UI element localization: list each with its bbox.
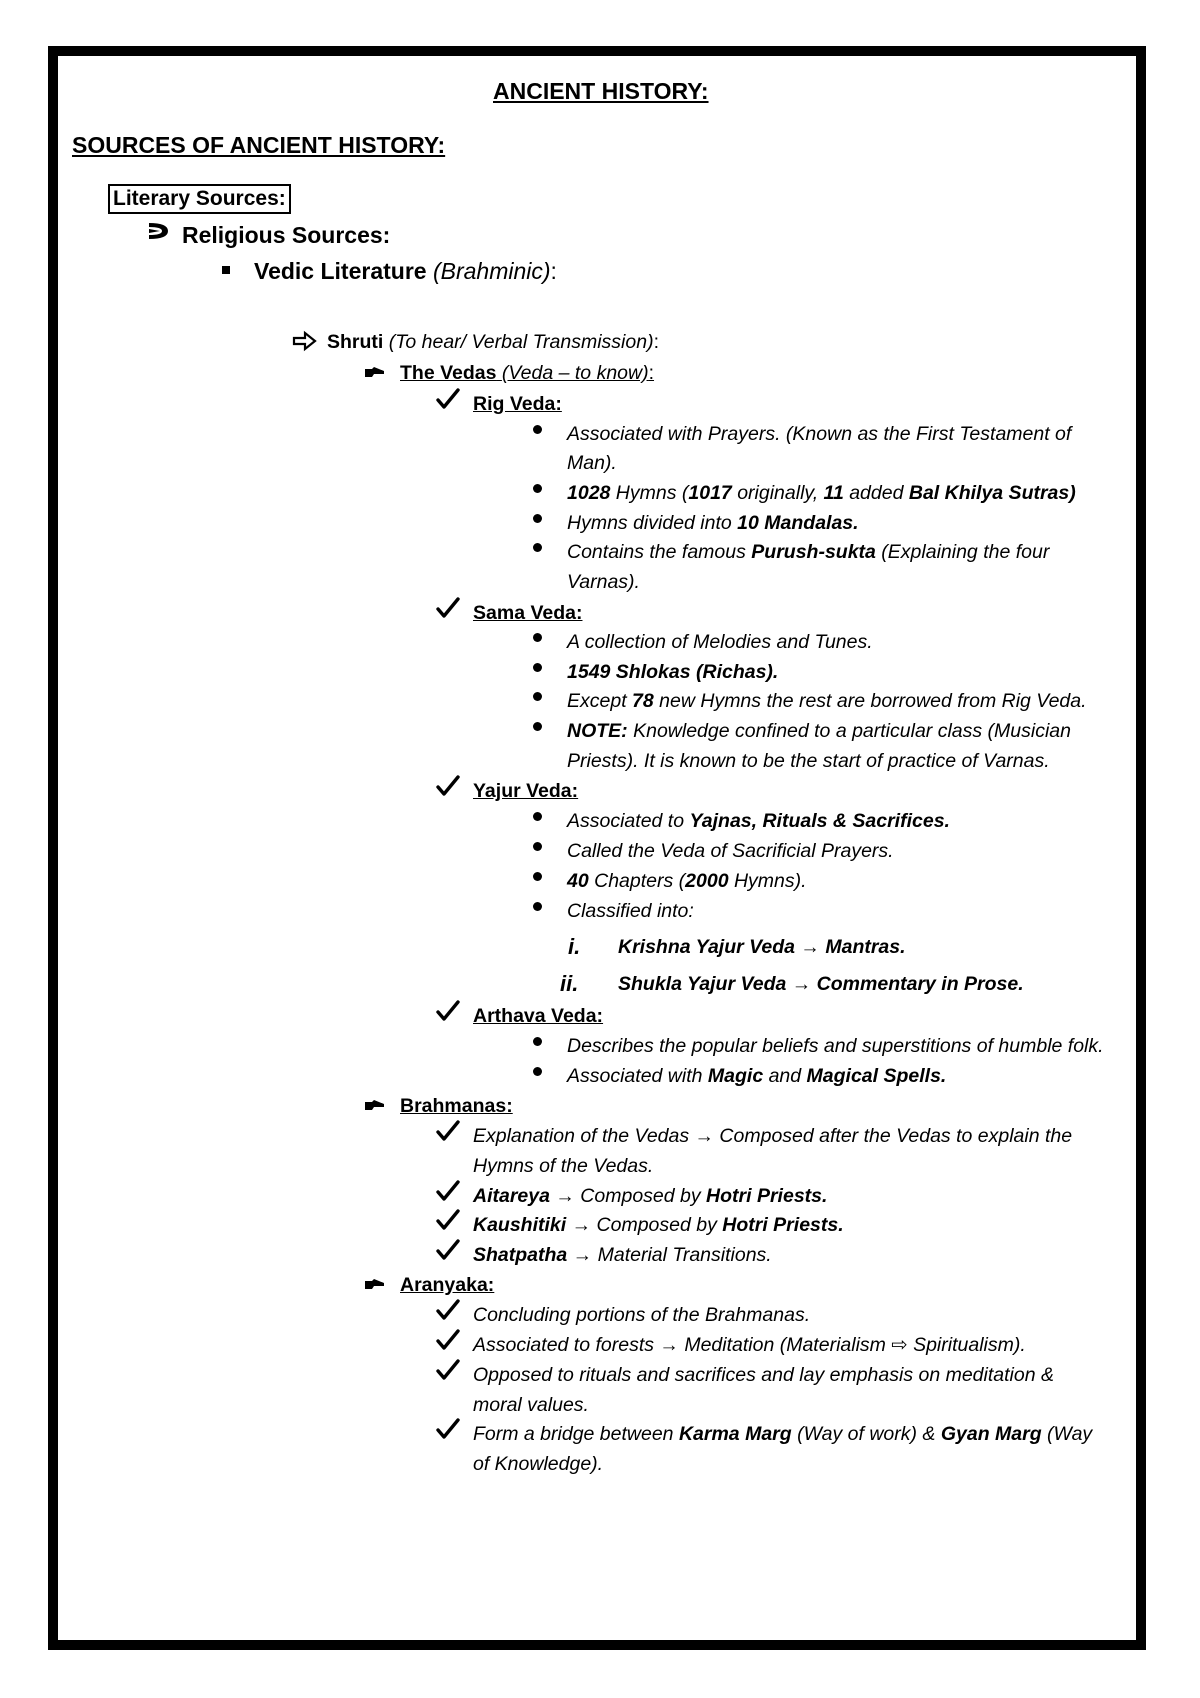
sama-point-2: 1549 Shlokas (Richas). bbox=[567, 661, 779, 683]
brahmanas-point-3 bbox=[473, 1214, 844, 1236]
bullet-dot-icon bbox=[533, 872, 542, 881]
yajur-point-4: Classified into: bbox=[567, 900, 694, 922]
rig-added-count: 11 bbox=[823, 482, 844, 504]
shatpatha: Shatpatha bbox=[473, 1244, 568, 1266]
literary-sources-box: Literary Sources: bbox=[108, 184, 291, 214]
arrow-bullet-icon bbox=[146, 220, 172, 242]
sama-point-4 bbox=[567, 720, 1071, 742]
sama-new-hymns: 78 bbox=[632, 690, 654, 712]
check-icon bbox=[436, 1000, 460, 1022]
yajur-point-3 bbox=[567, 870, 807, 892]
sama-point-4-cont: Priests). It is known to be the start of practice of Varnas. bbox=[567, 750, 1050, 772]
vedic-paren: (Brahminic) bbox=[432, 258, 551, 284]
pointing-hand-icon bbox=[364, 366, 386, 378]
arthava-spells: Magical Spells. bbox=[806, 1065, 947, 1087]
sama-text: Except bbox=[567, 690, 633, 712]
check-icon bbox=[436, 1329, 460, 1351]
rig-point-3 bbox=[567, 512, 859, 534]
arthava-magic: Magic bbox=[707, 1065, 764, 1087]
rig-text: Hymns ( bbox=[610, 482, 689, 504]
aranyaka-point-2: Associated to forests → Meditation (Materialism ⇨ Spiritualism). bbox=[473, 1334, 1026, 1356]
bullet-dot-icon bbox=[533, 633, 542, 642]
shukla-yajur-veda: Shukla Yajur Veda → Commentary in Prose. bbox=[618, 973, 1024, 995]
aranyaka-text: Form a bridge between bbox=[473, 1423, 679, 1445]
check-icon bbox=[436, 1299, 460, 1321]
bullet-dot-icon bbox=[533, 514, 542, 523]
rig-bal-khilya: Bal Khilya Sutras) bbox=[908, 482, 1076, 504]
bullet-dot-icon bbox=[533, 692, 542, 701]
bullet-dot-icon bbox=[533, 1037, 542, 1046]
brahmanas-heading: Brahmanas: bbox=[400, 1095, 513, 1117]
bullet-dot-icon bbox=[533, 543, 542, 552]
square-bullet-icon bbox=[222, 266, 230, 274]
arthava-point-1: Describes the popular beliefs and superstitions of humble folk. bbox=[567, 1035, 1104, 1057]
rig-point-1: Associated with Prayers. (Known as the First Testament of bbox=[567, 423, 1072, 445]
shruti-heading bbox=[327, 331, 659, 353]
rig-purush-sukta: Purush-sukta bbox=[751, 541, 876, 563]
aranyaka-point-4-cont: of Knowledge). bbox=[473, 1453, 604, 1475]
check-icon bbox=[436, 597, 460, 619]
vedas-name: The Vedas bbox=[400, 362, 497, 384]
rig-text: Contains the famous bbox=[567, 541, 752, 563]
rig-original-count: 1017 bbox=[688, 482, 732, 504]
rig-point-1-cont: Man). bbox=[567, 452, 617, 474]
rig-point-4 bbox=[567, 541, 1049, 563]
arthava-veda-heading: Arthava Veda: bbox=[473, 1005, 604, 1027]
sama-point-3 bbox=[567, 690, 1087, 712]
pointing-hand-icon bbox=[364, 1099, 386, 1111]
arthava-text: and bbox=[763, 1065, 807, 1087]
aitareya: Aitareya → bbox=[473, 1185, 575, 1207]
aranyaka-heading: Aranyaka: bbox=[400, 1274, 495, 1296]
yajur-point-2: Called the Veda of Sacrificial Prayers. bbox=[567, 840, 894, 862]
yajur-point-1 bbox=[567, 810, 950, 832]
roman-numeral-ii: ii. bbox=[560, 971, 579, 996]
check-icon bbox=[436, 1209, 460, 1231]
bullet-dot-icon bbox=[533, 812, 542, 821]
check-icon bbox=[436, 1418, 460, 1440]
bullet-dot-icon bbox=[533, 484, 542, 493]
krishna-yajur-veda: Krishna Yajur Veda → Mantras. bbox=[618, 936, 906, 958]
section-heading: SOURCES OF ANCIENT HISTORY: bbox=[72, 132, 446, 158]
sama-point-1: A collection of Melodies and Tunes. bbox=[567, 631, 873, 653]
brahmanas-point-4 bbox=[473, 1244, 772, 1266]
check-icon bbox=[436, 1120, 460, 1142]
kaushitiki: Kaushitiki → bbox=[473, 1214, 592, 1236]
rig-text: originally, bbox=[731, 482, 824, 504]
check-icon bbox=[436, 1359, 460, 1381]
rig-text: added bbox=[843, 482, 909, 504]
vedas-heading bbox=[400, 362, 654, 384]
brahmanas-point-1: Explanation of the Vedas → Composed after the Vedas to explain the bbox=[473, 1125, 1073, 1147]
yajur-rituals: Yajnas, Rituals & Sacrifices. bbox=[689, 810, 950, 832]
check-icon bbox=[436, 1180, 460, 1202]
karma-marg: Karma Marg bbox=[678, 1423, 792, 1445]
vedic-colon: : bbox=[550, 258, 557, 284]
check-icon bbox=[436, 388, 460, 410]
hollow-arrow-icon bbox=[292, 332, 318, 350]
roman-numeral-i: i. bbox=[568, 934, 581, 959]
shruti-name: Shruti bbox=[327, 331, 384, 353]
rig-point-2 bbox=[567, 482, 1076, 504]
rig-veda-heading: Rig Veda: bbox=[473, 393, 562, 415]
aranyaka-point-4 bbox=[473, 1423, 1092, 1445]
page-title: ANCIENT HISTORY: bbox=[493, 78, 709, 104]
aranyaka-point-3-cont: moral values. bbox=[473, 1394, 589, 1416]
sama-text: Knowledge confined to a particular class (Musician bbox=[627, 720, 1071, 742]
yajur-text: Associated to bbox=[567, 810, 690, 832]
vedas-colon: : bbox=[648, 362, 655, 384]
aranyaka-text: (Way bbox=[1041, 1423, 1093, 1445]
bullet-dot-icon bbox=[533, 425, 542, 434]
arthava-point-2 bbox=[567, 1065, 946, 1087]
bullet-dot-icon bbox=[533, 902, 542, 911]
sama-veda-heading: Sama Veda: bbox=[473, 602, 583, 624]
gyan-marg: Gyan Marg bbox=[940, 1423, 1042, 1445]
hotri-priests: Hotri Priests. bbox=[706, 1185, 828, 1207]
brahmanas-text: → Material Transitions. bbox=[567, 1244, 772, 1266]
bullet-dot-icon bbox=[533, 1067, 542, 1076]
yajur-chapters: 40 bbox=[567, 870, 589, 892]
rig-mandalas: 10 Mandalas. bbox=[737, 512, 859, 534]
shruti-colon: : bbox=[653, 331, 659, 353]
yajur-veda-heading: Yajur Veda: bbox=[473, 780, 579, 802]
check-icon bbox=[436, 1239, 460, 1261]
aranyaka-point-1: Concluding portions of the Brahmanas. bbox=[473, 1304, 811, 1326]
pointing-hand-icon bbox=[364, 1278, 386, 1290]
rig-hymn-count: 1028 bbox=[567, 482, 611, 504]
bullet-dot-icon bbox=[533, 663, 542, 672]
brahmanas-text: Composed by bbox=[591, 1214, 723, 1236]
hotri-priests: Hotri Priests. bbox=[722, 1214, 844, 1236]
check-icon bbox=[436, 775, 460, 797]
rig-text: Hymns divided into bbox=[567, 512, 738, 534]
yajur-hymns: 2000 bbox=[685, 870, 729, 892]
sama-note-label: NOTE: bbox=[567, 720, 628, 742]
vedic-literature-heading bbox=[254, 258, 557, 284]
bullet-dot-icon bbox=[533, 842, 542, 851]
yajur-text: Chapters ( bbox=[588, 870, 686, 892]
vedas-paren: (Veda – to know) bbox=[501, 362, 649, 384]
arthava-text: Associated with bbox=[567, 1065, 708, 1087]
shruti-paren: (To hear/ Verbal Transmission) bbox=[388, 331, 654, 353]
vedic-name: Vedic Literature bbox=[254, 258, 427, 284]
religious-sources-heading: Religious Sources: bbox=[182, 222, 391, 248]
sama-text: new Hymns the rest are borrowed from Rig Veda. bbox=[653, 690, 1087, 712]
rig-point-4-cont: Varnas). bbox=[567, 571, 640, 593]
bullet-dot-icon bbox=[533, 722, 542, 731]
brahmanas-text: Composed by bbox=[574, 1185, 707, 1207]
aranyaka-text: (Way of work) & bbox=[791, 1423, 941, 1445]
brahmanas-point-2 bbox=[473, 1185, 827, 1207]
aranyaka-point-3: Opposed to rituals and sacrifices and lay emphasis on meditation & bbox=[473, 1364, 1054, 1386]
brahmanas-point-1-cont: Hymns of the Vedas. bbox=[473, 1155, 654, 1177]
rig-text: (Explaining the four bbox=[875, 541, 1050, 563]
yajur-text: Hymns). bbox=[728, 870, 807, 892]
